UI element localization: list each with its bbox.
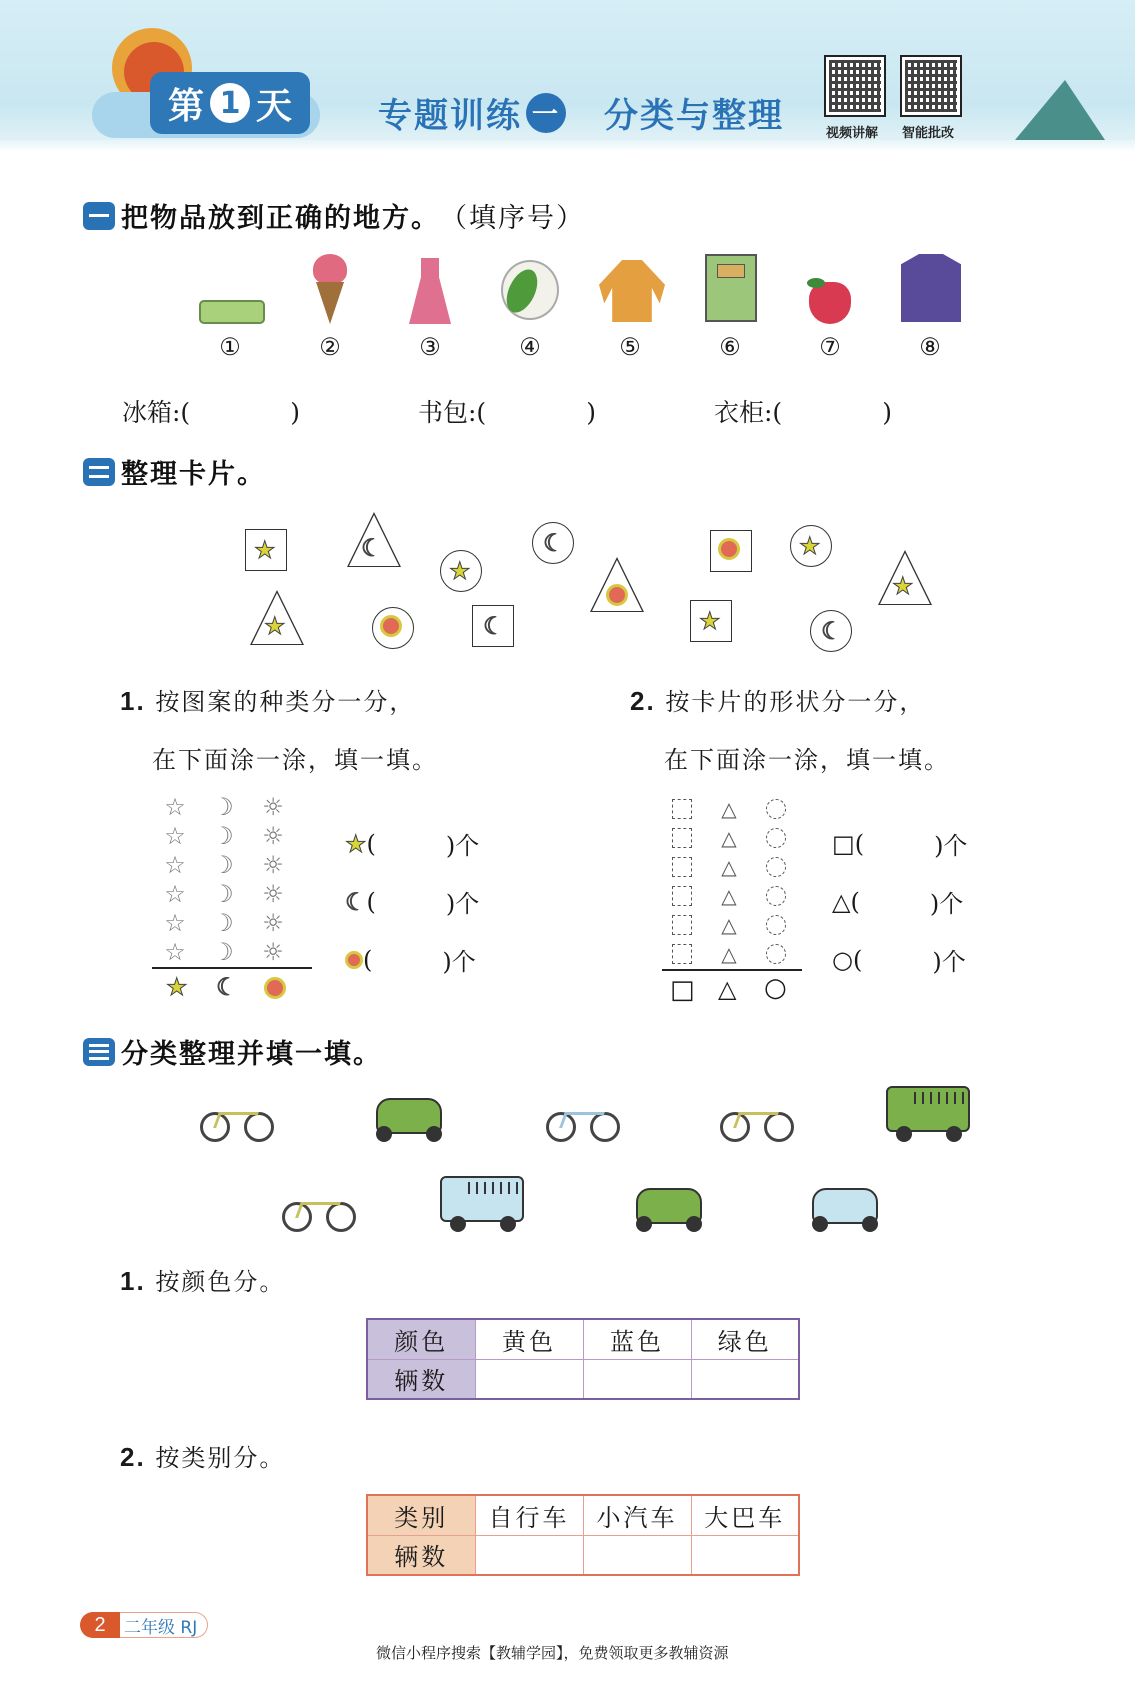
vehicle-car-green (632, 1180, 708, 1232)
vehicle-bicycle-blue (546, 1090, 622, 1142)
moon-icon: ☾ (345, 887, 367, 916)
ice-cream-icon (295, 250, 365, 325)
pencil-case-icon (195, 250, 265, 325)
count-green-cell[interactable] (691, 1359, 799, 1399)
tally-column-star[interactable]: ☆ ☆ ☆ ☆ ☆ ☆ (164, 793, 186, 966)
day-badge: 第 1 天 (150, 72, 310, 134)
vehicle-bus-blue (440, 1176, 528, 1228)
table-header-row: 颜色 黄色 蓝色 绿色 (367, 1319, 799, 1359)
card-circle-sun (372, 607, 414, 649)
page-number: 2 (80, 1612, 120, 1638)
count-moon[interactable]: ☾ ( )个 (345, 887, 480, 918)
count-square[interactable]: □ ( )个 (832, 829, 968, 860)
card-triangle-star: ★ (878, 550, 932, 605)
count-bus-cell[interactable] (691, 1535, 799, 1575)
item-book: ⑥ (690, 250, 770, 361)
moon-icon: ☾ (216, 973, 238, 1001)
section1-heading: 把物品放到正确的地方。 （填序号） (83, 196, 585, 235)
item-pencil-case: ① (190, 250, 270, 361)
star-icon: ★ (345, 829, 367, 858)
count-star[interactable]: ★ ( )个 (345, 829, 480, 860)
section2-q1-line2: 在下面涂一涂，填一填。 (152, 746, 438, 774)
footer-note: 微信小程序搜索【教辅学园】，免费领取更多教辅资源 (376, 1644, 729, 1662)
star-icon: ★ (166, 973, 188, 1001)
item-strawberry: ⑦ (790, 250, 870, 361)
answer-schoolbag[interactable]: 书包:( ) (418, 398, 596, 427)
topic-title: 专题训练 一 分类与整理 (378, 88, 784, 137)
qr-label-video: 视频讲解 (826, 126, 879, 141)
answer-wardrobe[interactable]: 衣柜:( ) (714, 398, 892, 427)
vehicle-bicycle-yellow (200, 1090, 276, 1142)
card-square-moon: ☾ (472, 605, 514, 647)
item-jacket: ⑧ (890, 250, 970, 361)
card-triangle-star: ★ (250, 590, 304, 645)
card-triangle-moon: ☾ (347, 512, 401, 567)
mountain-decoration (1015, 80, 1105, 140)
dress-icon (395, 250, 465, 325)
tally-column-triangle[interactable]: △ △ △ △ △ △ (721, 797, 737, 966)
count-circle[interactable]: ○ ( )个 (832, 945, 966, 976)
section-number-icon (83, 1038, 115, 1066)
item-ice-cream: ② (290, 250, 370, 361)
card-triangle-sun (590, 557, 644, 612)
day-number: 1 (210, 83, 250, 123)
item-dress: ③ (390, 250, 470, 361)
card-circle-star: ★ (440, 550, 482, 592)
count-yellow-cell[interactable] (475, 1359, 583, 1399)
count-car-cell[interactable] (583, 1535, 691, 1575)
triangle-icon: △ (832, 887, 851, 916)
circle-icon: ○ (832, 945, 853, 974)
jacket-icon (895, 250, 965, 325)
page-badge (80, 1612, 208, 1638)
qr-code-video[interactable] (824, 55, 886, 117)
qr-code-grading[interactable] (900, 55, 962, 117)
sun-icon (345, 951, 363, 969)
card-circle-moon: ☾ (810, 610, 852, 652)
item-row (190, 250, 990, 370)
card-circle-moon: ☾ (532, 522, 574, 564)
table-row: 辆数 (367, 1359, 799, 1399)
section2-heading: 整理卡片。 (83, 452, 266, 491)
tally-column-square[interactable] (667, 797, 697, 966)
count-triangle[interactable]: △ ( )个 (832, 887, 964, 918)
tally-column-sun[interactable]: ☼ ☼ ☼ ☼ ☼ ☼ (262, 793, 284, 966)
sun-icon (264, 977, 286, 999)
item-sweater: ⑤ (590, 250, 670, 361)
tally-column-moon[interactable]: ☽ ☽ ☽ ☽ ☽ ☽ (212, 793, 234, 966)
section2-q2-line2: 在下面涂一涂，填一填。 (664, 746, 950, 774)
tally-column-circle[interactable] (761, 797, 791, 966)
square-icon: □ (670, 975, 695, 1005)
sweater-icon (595, 250, 665, 325)
card-square-sun (710, 530, 752, 572)
card-square-star: ★ (690, 600, 732, 642)
strawberry-icon (795, 250, 865, 325)
table-header-row: 类别 自行车 小汽车 大巴车 (367, 1495, 799, 1535)
card-square-star: ★ (245, 529, 287, 571)
item-cauliflower: ④ (490, 250, 570, 361)
vehicle-bicycle-yellow (720, 1090, 796, 1142)
cauliflower-icon (495, 250, 565, 325)
color-table (366, 1318, 800, 1400)
grade-label: 二年级 RJ (120, 1612, 208, 1638)
square-icon: □ (832, 829, 855, 858)
triangle-icon: △ (718, 975, 737, 1003)
card-set (220, 500, 940, 660)
topic-subtitle: 分类与整理 (604, 96, 784, 136)
section3-q2: 2. 按类别分。 (120, 1442, 286, 1472)
tally-baseline (662, 969, 802, 971)
section3-q1: 1. 按颜色分。 (120, 1266, 286, 1296)
qr-label-grading: 智能批改 (902, 126, 955, 141)
book-icon (695, 250, 765, 325)
category-table (366, 1494, 800, 1576)
section2-q2-line1: 2. 按卡片的形状分一分， (630, 686, 926, 716)
vehicle-bus-green (886, 1086, 974, 1138)
circle-icon: ○ (764, 973, 787, 1003)
tally-baseline (152, 967, 312, 969)
section-number-icon (83, 202, 115, 230)
answer-fridge[interactable]: 冰箱:( ) (122, 398, 300, 427)
vehicle-car-blue (808, 1180, 884, 1232)
card-circle-star: ★ (790, 525, 832, 567)
section2-q1-line1: 1. 按图案的种类分一分， (120, 686, 416, 716)
count-sun[interactable]: ( )个 (345, 942, 476, 977)
vehicle-bicycle-yellow (282, 1180, 358, 1232)
section3-heading: 分类整理并填一填。 (83, 1032, 382, 1071)
vehicle-car-green (372, 1090, 448, 1142)
count-bicycle-cell[interactable] (475, 1535, 583, 1575)
count-blue-cell[interactable] (583, 1359, 691, 1399)
table-row: 辆数 (367, 1535, 799, 1575)
section-number-icon (83, 458, 115, 486)
